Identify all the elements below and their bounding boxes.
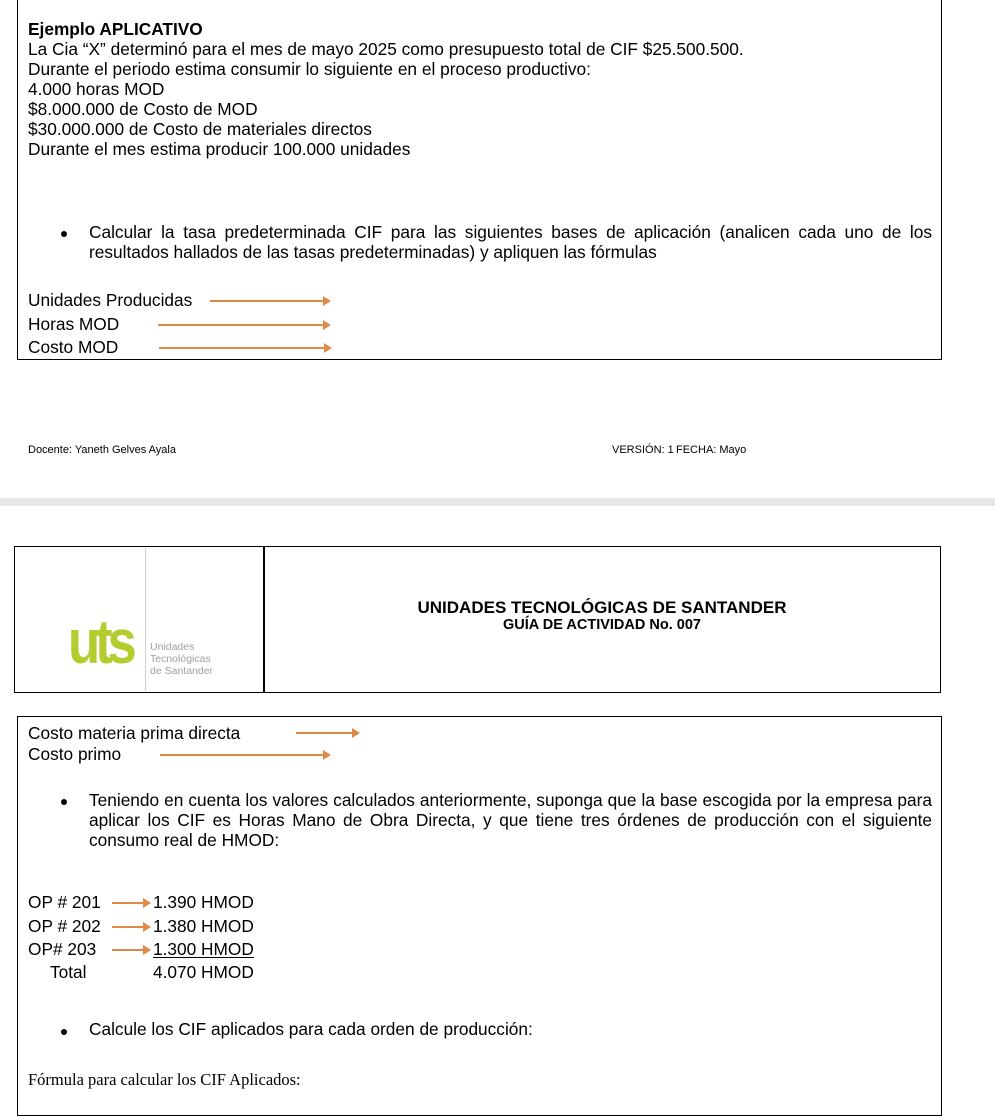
bullet-icon xyxy=(61,1029,67,1035)
logo-letters: uts xyxy=(68,608,132,677)
order-202-value: 1.380 HMOD xyxy=(153,916,254,936)
footer-fecha: FECHA: Mayo xyxy=(676,444,747,456)
guide-title: GUÍA DE ACTIVIDAD No. 007 xyxy=(503,617,701,633)
logo-divider xyxy=(145,548,146,691)
arrow-icon xyxy=(159,347,326,349)
hmod-bullet: Teniendo en cuenta los valores calculados anteriormente, suponga que la base escogida por la empresa para aplicar los CIF es Horas Mano de Obra Directa, y que tiene tres órdenes de producción con el siguiente consumo real de HMOD: xyxy=(89,790,932,850)
exercise-line-3: 4.000 horas MOD xyxy=(28,79,165,99)
bullet-icon xyxy=(61,799,67,805)
order-203-label: OP# 203 xyxy=(28,939,97,959)
order-203-value: 1.300 HMOD xyxy=(153,939,254,959)
total-label: Total xyxy=(50,962,87,982)
exercise-line-2: Durante el periodo estima consumir lo siguiente en el proceso productivo: xyxy=(28,59,591,79)
arrow-icon xyxy=(112,902,145,904)
formula-label: Fórmula para calcular los CIF Aplicados: xyxy=(28,1070,301,1089)
base-unidades-producidas: Unidades Producidas xyxy=(28,290,193,310)
arrow-icon xyxy=(160,754,325,756)
page-separator xyxy=(0,498,995,506)
order-202-label: OP # 202 xyxy=(28,916,101,936)
logo-line-2: Tecnológicas xyxy=(150,653,211,665)
exercise-line-6: Durante el mes estima producir 100.000 unidades xyxy=(28,139,411,159)
base-costo-mod: Costo MOD xyxy=(28,337,119,357)
cif-bullet: Calcule los CIF aplicados para cada orden de producción: xyxy=(89,1019,533,1039)
arrow-icon xyxy=(112,949,145,951)
arrow-icon xyxy=(210,300,325,302)
institution-title: UNIDADES TECNOLÓGICAS DE SANTANDER xyxy=(417,598,787,617)
exercise-line-5: $30.000.000 de Costo de materiales directos xyxy=(28,119,372,139)
exercise-line-1: La Cia “X” determinó para el mes de mayo 2025 como presupuesto total de CIF $25.500.500. xyxy=(28,39,744,59)
exercise-line-4: $8.000.000 de Costo de MOD xyxy=(28,99,258,119)
logo-line-1: Unidades xyxy=(150,641,195,653)
order-201-value: 1.390 HMOD xyxy=(153,892,254,912)
order-201-label: OP # 201 xyxy=(28,892,101,912)
logo-line-3: de Santander xyxy=(150,665,214,677)
arrow-icon xyxy=(158,324,325,326)
bullet-icon xyxy=(61,231,67,237)
base-costo-materia-prima: Costo materia prima directa xyxy=(28,723,241,743)
footer-docente: Docente: Yaneth Gelves Ayala xyxy=(28,444,176,456)
arrow-icon xyxy=(296,732,354,734)
base-horas-mod: Horas MOD xyxy=(28,314,120,334)
footer-version: VERSIÓN: 1 xyxy=(612,444,674,456)
instruction-bullet: Calcular la tasa predeterminada CIF para las siguientes bases de aplicación (analicen cada uno de los resultados hallados de las tasas predeterminadas) y apliquen las fórmulas xyxy=(89,222,932,262)
base-costo-primo: Costo primo xyxy=(28,744,122,764)
total-value: 4.070 HMOD xyxy=(153,962,254,982)
arrow-icon xyxy=(112,926,145,928)
exercise-heading: Ejemplo APLICATIVO xyxy=(28,19,203,39)
